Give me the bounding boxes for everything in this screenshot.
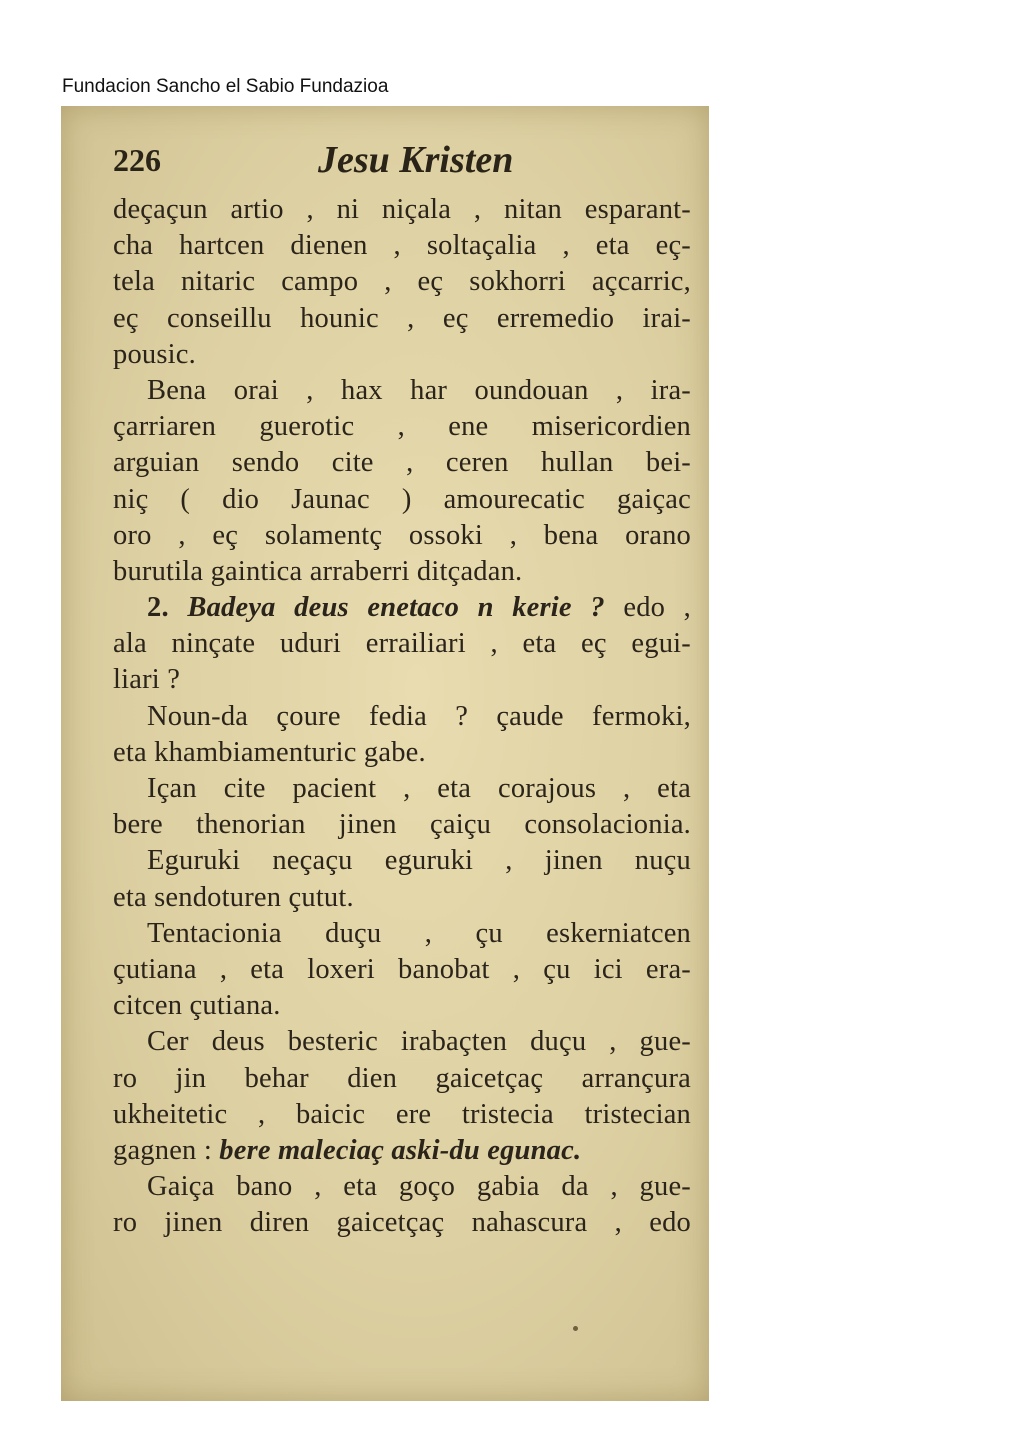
text-line: Noun-da çoure fedia ? çaude fermoki, [147,700,691,732]
text-line: Gaiça bano , eta goço gabia da , gue- [147,1171,691,1203]
text-line: eç conseillu hounic , eç erremedio irai- [113,302,691,334]
text-line: çutiana , eta loxeri banobat , çu ici era- [113,953,691,985]
text-line: Eguruki neçaçu eguruki , jinen nuçu [147,845,691,877]
mixed-line [113,1133,691,1169]
text-line: Içan cite pacient , eta corajous , eta [147,773,691,804]
text-line: eta khambiamenturic gabe. [113,736,426,768]
text-line: pousic. [113,338,196,370]
numbered-line [113,590,691,626]
text-line: niç ( dio Jaunac ) amourecatic gaiçac [113,483,691,515]
text-line: tela nitaric campo , eç sokhorri açcarric, [113,266,691,298]
text-line: arguian sendo cite , ceren hullan bei- [113,447,691,479]
text-line: deçaçun artio , ni niçala , nitan esparant- [113,194,691,225]
text-line: ro jin behar dien gaicetçaç arrançura [113,1062,691,1094]
text-line: cha hartcen dienen , soltaçalia , eta eç- [113,230,691,262]
text-line: oro , eç solamentç ossoki , bena orano [113,519,691,551]
text-line: ala ninçate uduri errailiari , eta eç egui- [113,628,691,660]
page-number: 226 [113,142,161,178]
text-line: citcen çutiana. [113,990,281,1022]
body-text [113,192,691,1241]
scanned-page [61,106,709,1401]
text-line: Bena orai , hax har oundouan , ira- [147,374,691,406]
paper-speck [573,1326,578,1331]
text-line: burutila gaintica arraberri ditçadan. [113,555,523,587]
archive-header: Fundacion Sancho el Sabio Fundazioa [62,76,389,97]
line-suffix: edo , [623,592,692,624]
line-prefix: gagnen : [113,1134,212,1166]
text-line: bere thenorian jinen çaiçu consolacionia. [113,809,691,841]
text-line: ukheitetic , baicic ere tristecia tristecian [113,1098,691,1130]
text-line: çarriaren guerotic , ene misericordien [113,411,691,443]
running-head [113,139,583,186]
text-line: Tentacionia duçu , çu eskerniatcen [147,917,691,949]
text-line: eta sendoturen çutut. [113,881,354,913]
italic-question: Badeya deus enetaco n kerie ? [187,592,605,624]
item-number: 2. [147,592,169,624]
italic-phrase: bere maleciaç aski-du egunac. [219,1134,582,1166]
running-title: Jesu Kristen [318,139,514,181]
text-line: ro jinen diren gaicetçaç nahascura , edo [113,1207,691,1239]
text-line: liari ? [113,664,181,696]
text-line: Cer deus besteric irabaçten duçu , gue- [147,1026,691,1058]
